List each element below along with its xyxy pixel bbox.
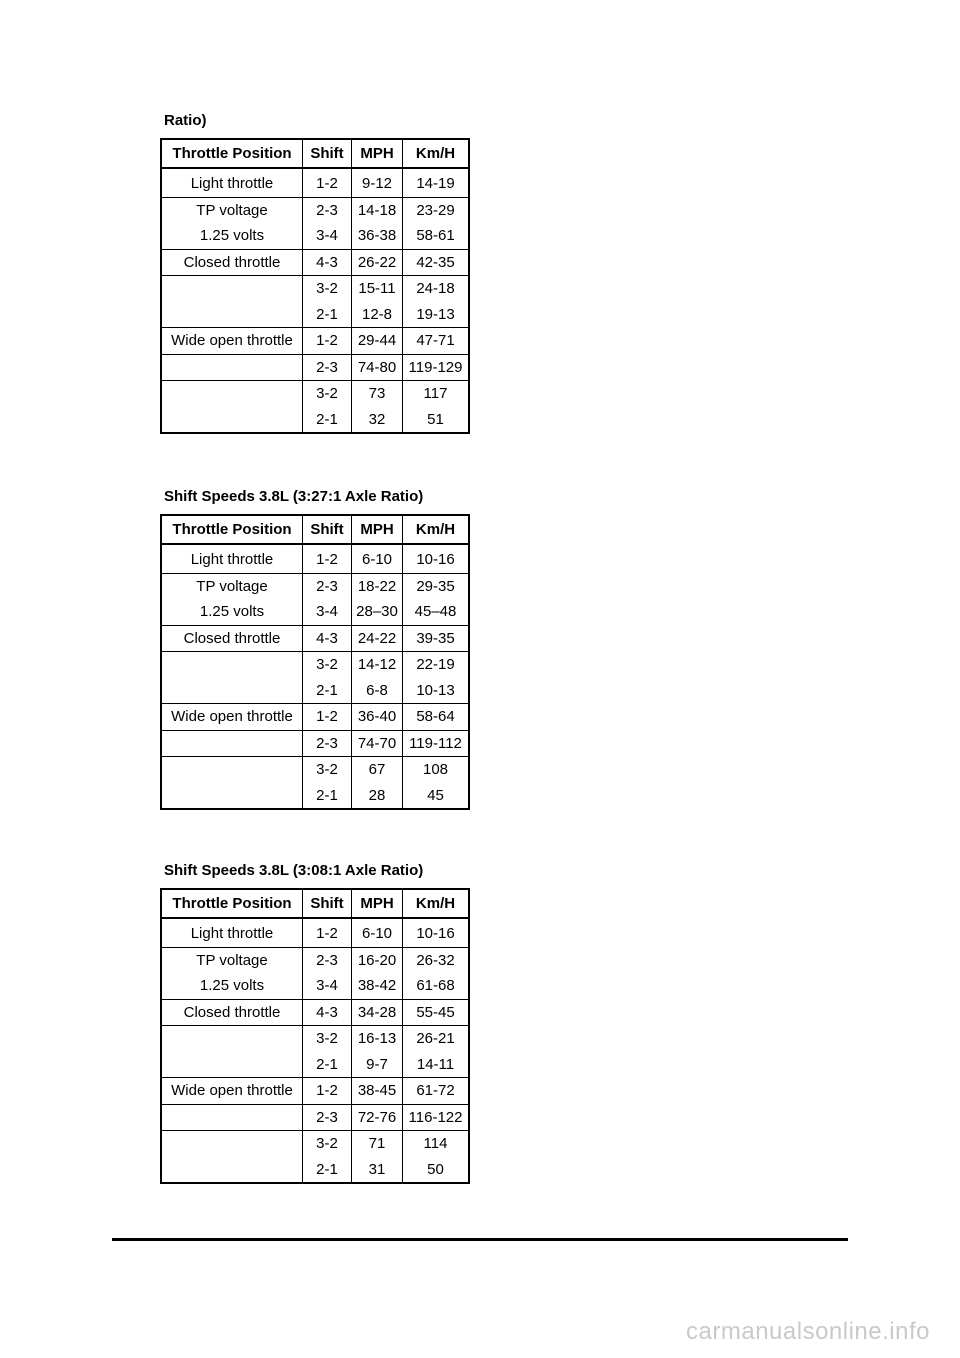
mph-cell: 15-11 bbox=[352, 276, 403, 302]
mph-cell: 14-12 bbox=[352, 652, 403, 678]
kmh-cell: 19-13 bbox=[416, 305, 455, 323]
header-kmh: Km/H bbox=[403, 889, 470, 918]
shift-speeds-section-2 bbox=[160, 488, 470, 810]
mph-cell: 31 bbox=[352, 1157, 403, 1184]
mph-cell: 29-44 bbox=[352, 328, 403, 355]
table-row bbox=[161, 730, 469, 757]
footer-rule bbox=[112, 1238, 848, 1241]
throttle-position-cell bbox=[161, 381, 303, 407]
mph-cell: 36-40 bbox=[352, 704, 403, 731]
kmh-cell: 58-64 bbox=[403, 704, 470, 731]
table-row bbox=[161, 276, 469, 302]
table-header-row bbox=[161, 515, 469, 544]
throttle-position-cell: Wide open throttle bbox=[161, 328, 303, 355]
shift-cell: 4-3 bbox=[303, 249, 352, 276]
kmh-cell: 26-32 bbox=[403, 947, 470, 973]
table-row bbox=[161, 302, 469, 328]
header-throttle-position: Throttle Position bbox=[161, 139, 303, 168]
shift-cell: 3-4 bbox=[303, 223, 352, 249]
kmh-cell: 114 bbox=[403, 1131, 470, 1157]
kmh-cell: 22-19 bbox=[403, 652, 470, 678]
throttle-position-cell: 1.25 volts bbox=[161, 223, 303, 249]
kmh-cell: 10-13 bbox=[416, 681, 455, 699]
kmh-cell: 51 bbox=[427, 410, 444, 428]
mph-cell: 18-22 bbox=[352, 573, 403, 599]
shift-cell: 1-2 bbox=[303, 1078, 352, 1105]
mph-cell: 36-38 bbox=[352, 223, 403, 249]
throttle-position-cell: 1.25 volts bbox=[161, 973, 303, 999]
mph-cell: 74-70 bbox=[352, 730, 403, 757]
shift-cell: 2-3 bbox=[303, 730, 352, 757]
shift-cell: 3-2 bbox=[303, 381, 352, 407]
header-mph: MPH bbox=[352, 515, 403, 544]
throttle-position-cell: Closed throttle bbox=[161, 625, 303, 652]
mph-cell: 38-45 bbox=[352, 1078, 403, 1105]
shift-cell: 2-3 bbox=[303, 1104, 352, 1131]
kmh-cell: 47-71 bbox=[403, 328, 470, 355]
shift-cell: 2-1 bbox=[303, 1157, 352, 1184]
mph-cell: 9-7 bbox=[352, 1052, 403, 1078]
header-shift: Shift bbox=[303, 515, 352, 544]
table-row bbox=[161, 625, 469, 652]
table-header-row bbox=[161, 139, 469, 168]
table-row bbox=[161, 223, 469, 249]
kmh-cell: 14-11 bbox=[416, 1055, 455, 1073]
table-row bbox=[161, 947, 469, 973]
kmh-cell: 108 bbox=[403, 757, 470, 783]
table-row bbox=[161, 197, 469, 223]
table-row bbox=[161, 757, 469, 783]
kmh-cell: 61-72 bbox=[403, 1078, 470, 1105]
shift-cell: 3-4 bbox=[303, 973, 352, 999]
throttle-position-cell bbox=[161, 407, 303, 434]
table-caption: Shift Speeds 3.8L (3:27:1 Axle Ratio) bbox=[164, 488, 424, 505]
kmh-cell: 119-129 bbox=[403, 354, 470, 381]
header-throttle-position: Throttle Position bbox=[161, 515, 303, 544]
header-throttle-position: Throttle Position bbox=[161, 889, 303, 918]
kmh-cell: 10-16 bbox=[416, 551, 455, 569]
table-row bbox=[161, 354, 469, 381]
mph-cell: 72-76 bbox=[352, 1104, 403, 1131]
mph-cell: 28–30 bbox=[352, 599, 403, 625]
kmh-cell: 26-21 bbox=[403, 1026, 470, 1052]
throttle-position-cell bbox=[161, 1026, 303, 1052]
throttle-position-cell bbox=[161, 1157, 303, 1184]
header-mph: MPH bbox=[352, 889, 403, 918]
table-row bbox=[161, 1104, 469, 1131]
mph-cell: 12-8 bbox=[352, 302, 403, 328]
shift-cell: 3-2 bbox=[303, 652, 352, 678]
mph-cell: 24-22 bbox=[352, 625, 403, 652]
table-row bbox=[161, 1078, 469, 1105]
throttle-position-cell: Wide open throttle bbox=[161, 704, 303, 731]
table-row bbox=[161, 599, 469, 625]
header-shift: Shift bbox=[303, 889, 352, 918]
table-row bbox=[161, 704, 469, 731]
throttle-position-cell: Closed throttle bbox=[161, 999, 303, 1026]
header-kmh: Km/H bbox=[403, 515, 470, 544]
table-row bbox=[161, 652, 469, 678]
table-row bbox=[161, 678, 469, 704]
table-row bbox=[161, 973, 469, 999]
mph-cell: 6-10 bbox=[352, 544, 403, 573]
table-row bbox=[161, 407, 469, 434]
shift-cell: 1-2 bbox=[303, 544, 352, 573]
table-caption: Shift Speeds 3.8L (3:08:1 Axle Ratio) bbox=[164, 862, 424, 879]
kmh-cell: 14-19 bbox=[416, 175, 455, 193]
throttle-position-cell bbox=[161, 1052, 303, 1078]
shift-cell: 4-3 bbox=[303, 625, 352, 652]
kmh-cell: 58-61 bbox=[416, 227, 455, 245]
mph-cell: 67 bbox=[352, 757, 403, 783]
mph-cell: 6-10 bbox=[352, 918, 403, 947]
shift-cell: 3-2 bbox=[303, 276, 352, 302]
mph-cell: 6-8 bbox=[352, 678, 403, 704]
shift-cell: 2-3 bbox=[303, 197, 352, 223]
mph-cell: 28 bbox=[352, 783, 403, 810]
shift-cell: 1-2 bbox=[303, 328, 352, 355]
mph-cell: 71 bbox=[352, 1131, 403, 1157]
throttle-position-cell bbox=[161, 276, 303, 302]
shift-cell: 3-2 bbox=[303, 757, 352, 783]
table-row bbox=[161, 1052, 469, 1078]
shift-cell: 2-3 bbox=[303, 573, 352, 599]
mph-cell: 14-18 bbox=[352, 197, 403, 223]
throttle-position-cell: Light throttle bbox=[161, 544, 303, 573]
table-row bbox=[161, 544, 469, 573]
table-row bbox=[161, 1131, 469, 1157]
throttle-position-cell: Light throttle bbox=[161, 168, 303, 197]
kmh-cell: 10-16 bbox=[416, 925, 455, 943]
table-row bbox=[161, 328, 469, 355]
shift-cell: 2-1 bbox=[303, 407, 352, 434]
kmh-cell: 29-35 bbox=[403, 573, 470, 599]
throttle-position-cell bbox=[161, 678, 303, 704]
mph-cell: 74-80 bbox=[352, 354, 403, 381]
throttle-position-cell: TP voltage bbox=[161, 947, 303, 973]
kmh-cell: 55-45 bbox=[403, 999, 470, 1026]
mph-cell: 16-13 bbox=[352, 1026, 403, 1052]
shift-speeds-table bbox=[160, 514, 470, 810]
throttle-position-cell: 1.25 volts bbox=[161, 599, 303, 625]
shift-cell: 2-1 bbox=[303, 783, 352, 810]
kmh-cell: 42-35 bbox=[403, 249, 470, 276]
shift-speeds-table bbox=[160, 888, 470, 1184]
header-mph: MPH bbox=[352, 139, 403, 168]
shift-cell: 2-1 bbox=[303, 678, 352, 704]
shift-cell: 2-1 bbox=[303, 302, 352, 328]
throttle-position-cell bbox=[161, 302, 303, 328]
table-row bbox=[161, 573, 469, 599]
table-header-row bbox=[161, 889, 469, 918]
throttle-position-cell: Closed throttle bbox=[161, 249, 303, 276]
mph-cell: 73 bbox=[352, 381, 403, 407]
header-kmh: Km/H bbox=[403, 139, 470, 168]
throttle-position-cell: TP voltage bbox=[161, 573, 303, 599]
mph-cell: 26-22 bbox=[352, 249, 403, 276]
throttle-position-cell: TP voltage bbox=[161, 197, 303, 223]
throttle-position-cell: Light throttle bbox=[161, 918, 303, 947]
throttle-position-cell: Wide open throttle bbox=[161, 1078, 303, 1105]
kmh-cell: 61-68 bbox=[416, 977, 455, 995]
kmh-cell: 45 bbox=[427, 786, 444, 804]
shift-cell: 2-1 bbox=[303, 1052, 352, 1078]
shift-cell: 1-2 bbox=[303, 168, 352, 197]
watermark: carmanualsonline.info bbox=[686, 1318, 930, 1345]
mph-cell: 16-20 bbox=[352, 947, 403, 973]
mph-cell: 9-12 bbox=[352, 168, 403, 197]
throttle-position-cell bbox=[161, 730, 303, 757]
throttle-position-cell bbox=[161, 652, 303, 678]
table-row bbox=[161, 999, 469, 1026]
mph-cell: 34-28 bbox=[352, 999, 403, 1026]
throttle-position-cell bbox=[161, 783, 303, 810]
shift-cell: 1-2 bbox=[303, 704, 352, 731]
shift-cell: 1-2 bbox=[303, 918, 352, 947]
kmh-cell: 45–48 bbox=[414, 603, 457, 621]
shift-cell: 4-3 bbox=[303, 999, 352, 1026]
throttle-position-cell bbox=[161, 354, 303, 381]
shift-cell: 3-4 bbox=[303, 599, 352, 625]
table-row bbox=[161, 381, 469, 407]
shift-speeds-section-3 bbox=[160, 862, 470, 1184]
throttle-position-cell bbox=[161, 1131, 303, 1157]
kmh-cell: 39-35 bbox=[403, 625, 470, 652]
shift-speeds-table bbox=[160, 138, 470, 434]
table-row bbox=[161, 1026, 469, 1052]
kmh-cell: 24-18 bbox=[403, 276, 470, 302]
shift-speeds-section-1 bbox=[160, 112, 470, 434]
shift-cell: 2-3 bbox=[303, 947, 352, 973]
throttle-position-cell bbox=[161, 757, 303, 783]
table-row bbox=[161, 249, 469, 276]
mph-cell: 38-42 bbox=[352, 973, 403, 999]
table-row bbox=[161, 918, 469, 947]
kmh-cell: 50 bbox=[427, 1160, 444, 1178]
kmh-cell: 23-29 bbox=[403, 197, 470, 223]
table-caption: Ratio) bbox=[164, 112, 207, 129]
shift-cell: 2-3 bbox=[303, 354, 352, 381]
throttle-position-cell bbox=[161, 1104, 303, 1131]
kmh-cell: 119-112 bbox=[403, 730, 470, 757]
shift-cell: 3-2 bbox=[303, 1131, 352, 1157]
mph-cell: 32 bbox=[352, 407, 403, 434]
kmh-cell: 116-122 bbox=[403, 1104, 470, 1131]
table-row bbox=[161, 168, 469, 197]
shift-cell: 3-2 bbox=[303, 1026, 352, 1052]
table-row bbox=[161, 1157, 469, 1184]
header-shift: Shift bbox=[303, 139, 352, 168]
table-row bbox=[161, 783, 469, 810]
kmh-cell: 117 bbox=[403, 381, 470, 407]
